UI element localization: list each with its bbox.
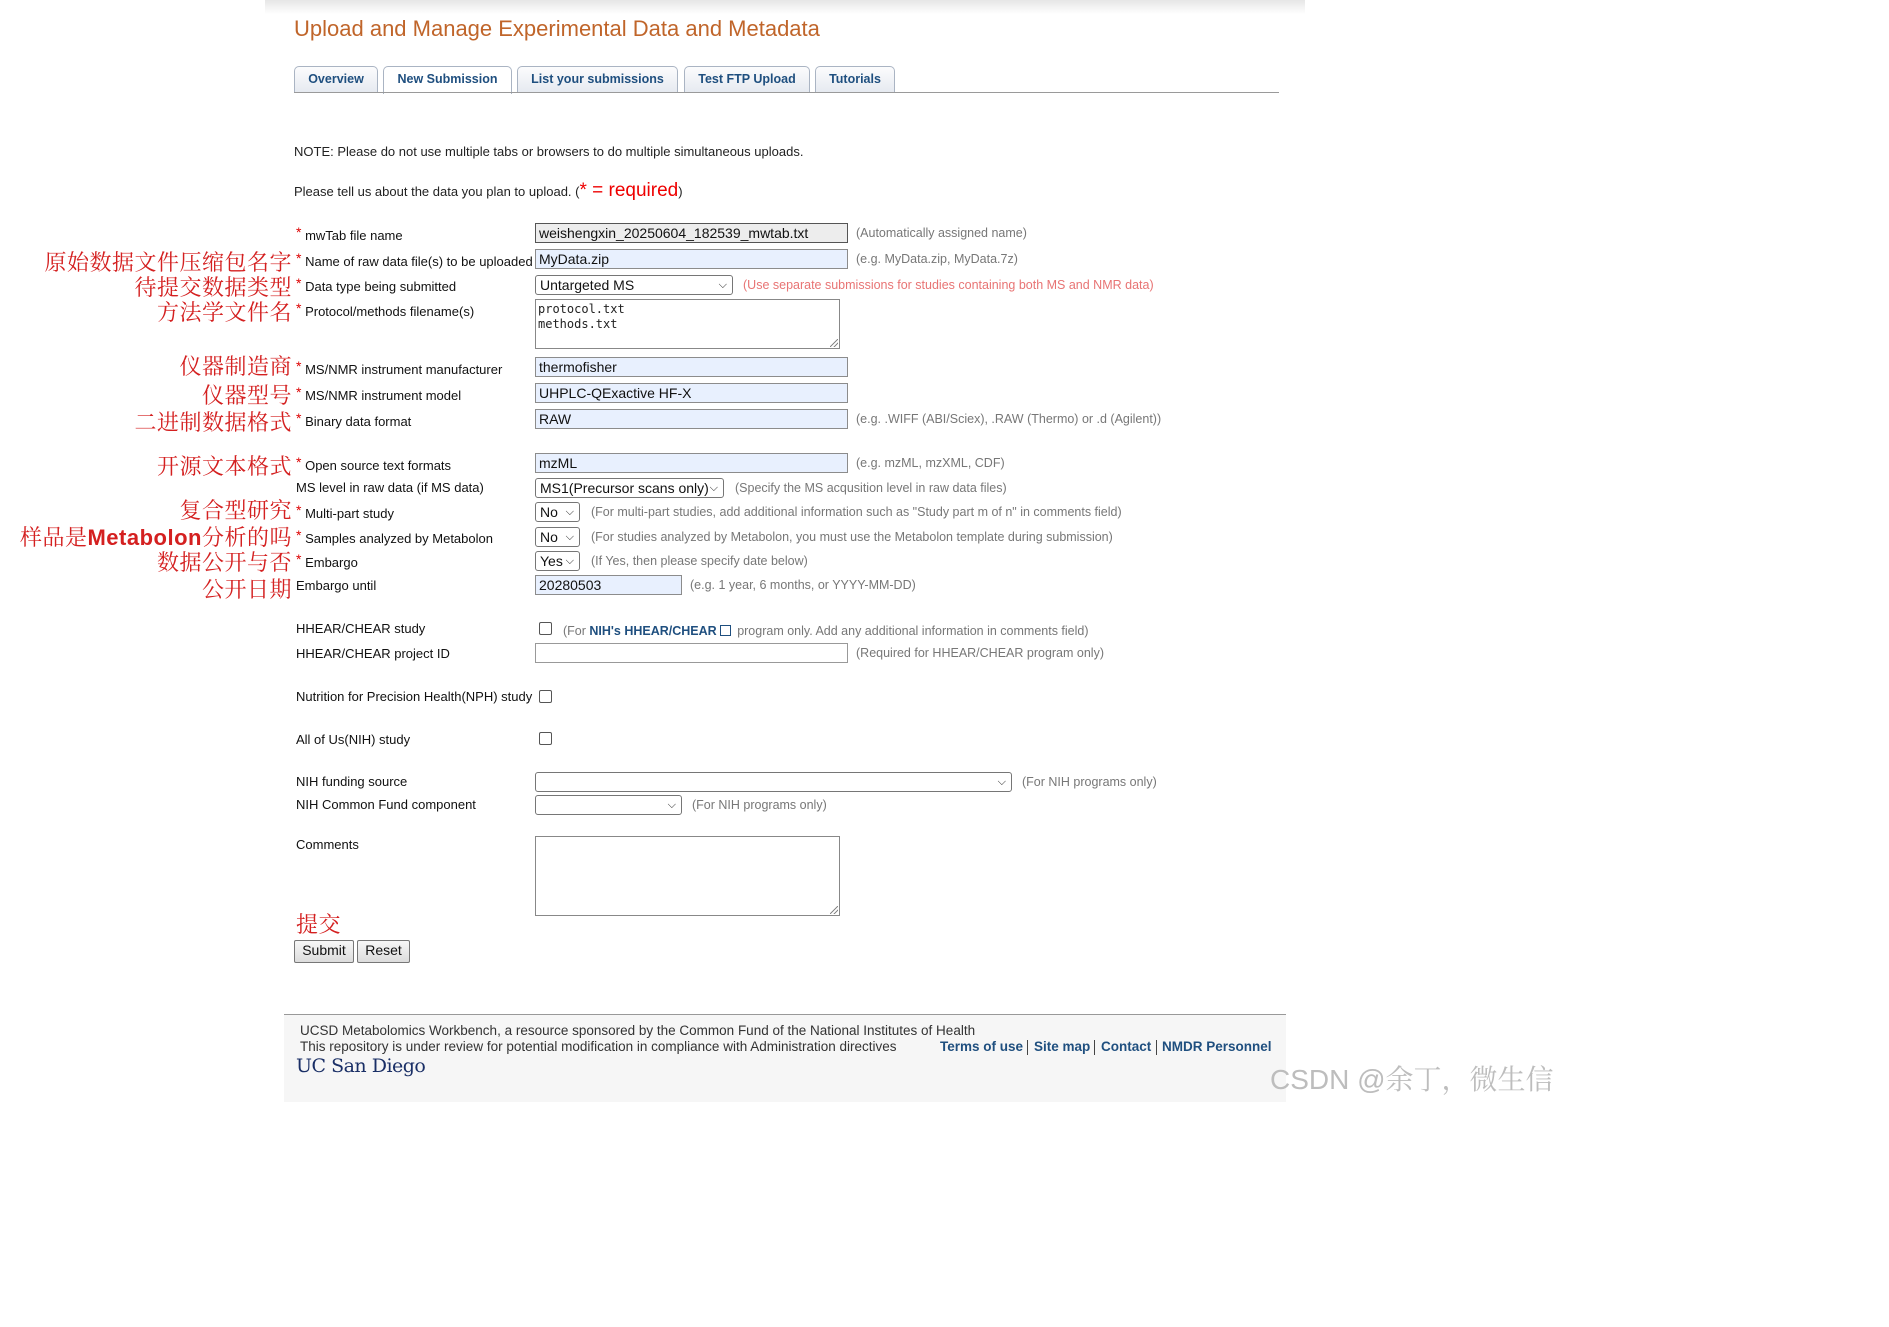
protocol-filenames-textarea[interactable]	[535, 299, 840, 349]
datatype-hint: (Use separate submissions for studies containing both MS and NMR data)	[743, 278, 1154, 292]
hhear-link[interactable]: NIH's HHEAR/CHEAR	[589, 624, 717, 638]
nih-common-select[interactable]	[535, 795, 682, 815]
opensource-label	[296, 454, 452, 473]
annotation-data-type: 待提交数据类型	[134, 276, 292, 301]
required-star: *	[296, 527, 302, 543]
datatype-label-text: Data type being submitted	[305, 279, 457, 294]
required-star: *	[296, 300, 302, 316]
embargo-until-hint: (e.g. 1 year, 6 months, or YYYY-MM-DD)	[690, 578, 916, 592]
chevron-down-icon: ⌵	[667, 799, 676, 811]
annotation-metabolon-pre: 样品是	[19, 526, 88, 551]
annotation-submit: 提交	[296, 913, 342, 938]
footer-link-personnel[interactable]: NMDR Personnel	[1162, 1039, 1272, 1054]
footer-separator	[1094, 1040, 1095, 1055]
required-star: *	[296, 358, 302, 374]
tab-tutorials[interactable]: Tutorials	[815, 66, 895, 93]
rawfile-label-text: Name of raw data file(s) to be uploaded	[305, 254, 533, 269]
protocol-label-text: Protocol/methods filename(s)	[305, 304, 475, 319]
annotation-binary-format: 二进制数据格式	[134, 411, 292, 436]
model-input[interactable]: UHPLC-QExactive HF-X	[535, 383, 848, 403]
allofus-label: All of Us(NIH) study	[296, 732, 411, 747]
metabolon-hint: (For studies analyzed by Metabolon, you must use the Metabolon template during submission)	[591, 530, 1113, 544]
embargo-until-label: Embargo until	[296, 578, 377, 593]
nih-funding-label: NIH funding source	[296, 774, 408, 789]
allofus-checkbox[interactable]	[539, 732, 552, 745]
chevron-down-icon: ⌵	[565, 506, 574, 518]
metabolon-select[interactable]	[535, 527, 580, 547]
watermark: CSDN @余丁，微生信	[1270, 1064, 1554, 1095]
hhear-project-id-input[interactable]	[535, 643, 848, 663]
intro-label: Please tell us about the data you plan to upload. (	[294, 184, 580, 199]
metabolon-label	[296, 527, 493, 546]
multipart-select[interactable]	[535, 502, 580, 522]
opensource-hint: (e.g. mzML, mzXML, CDF)	[856, 456, 1005, 470]
protocol-line-2: methods.txt	[538, 317, 618, 331]
required-star: *	[296, 224, 302, 240]
required-star: *	[296, 410, 302, 426]
embargo-until-input[interactable]: 20280503	[535, 575, 682, 595]
annotation-metabolon-post: 分析的吗	[201, 526, 292, 551]
chevron-down-icon: ⌵	[709, 482, 718, 494]
annotation-multipart: 复合型研究	[179, 499, 292, 524]
embargo-label	[296, 551, 358, 570]
chevron-down-icon: ⌵	[565, 555, 574, 567]
annotation-embargo-date: 公开日期	[201, 578, 292, 603]
top-shade	[265, 0, 1305, 14]
metabolon-value: No	[540, 529, 558, 545]
annotation-open-format: 开源文本格式	[156, 455, 292, 480]
annotation-raw-file: 原始数据文件压缩包名字	[44, 251, 292, 276]
hhear-label: HHEAR/CHEAR study	[296, 621, 426, 636]
datatype-label	[296, 275, 457, 294]
annotation-metabolon-word: Metabolon	[87, 525, 202, 550]
reset-button[interactable]: Reset	[357, 940, 410, 963]
required-star: *	[296, 250, 302, 266]
binary-label	[296, 410, 412, 429]
hhear-checkbox[interactable]	[539, 622, 552, 635]
required-star: *	[296, 502, 302, 518]
binary-format-input[interactable]: RAW	[535, 409, 848, 429]
embargo-select[interactable]	[535, 551, 580, 571]
multipart-label	[296, 502, 394, 521]
required-star: *	[296, 275, 302, 291]
opensource-format-input[interactable]: mzML	[535, 453, 848, 473]
resize-grip-icon[interactable]	[830, 339, 838, 347]
embargo-label-text: Embargo	[305, 555, 358, 570]
footer-review-note: This repository is under review for potential modification in compliance with Administration directives	[300, 1039, 897, 1054]
required-legend: * = required	[579, 180, 679, 201]
nih-common-label: NIH Common Fund component	[296, 797, 476, 812]
mwtab-label	[296, 224, 403, 243]
hhear-hint	[563, 624, 1089, 638]
mslevel-hint: (Specify the MS acqusition level in raw data files)	[735, 481, 1007, 495]
mslevel-value: MS1(Precursor scans only)	[540, 480, 709, 496]
metabolon-label-text: Samples analyzed by Metabolon	[305, 531, 493, 546]
embargo-hint: (If Yes, then please specify date below)	[591, 554, 808, 568]
annotation-model: 仪器型号	[201, 384, 292, 409]
rawfile-label	[296, 250, 533, 269]
binary-label-text: Binary data format	[305, 414, 412, 429]
comments-textarea[interactable]	[535, 836, 840, 916]
footer-separator	[1027, 1040, 1028, 1055]
tab-list-submissions[interactable]: List your submissions	[517, 66, 678, 93]
protocol-label	[296, 300, 475, 319]
footer-link-sitemap[interactable]: Site map	[1034, 1039, 1091, 1054]
required-star: *	[296, 454, 302, 470]
ucsd-logo[interactable]: UC San Diego	[296, 1055, 426, 1077]
protocol-line-1: protocol.txt	[538, 302, 625, 316]
resize-grip-icon[interactable]	[830, 906, 838, 914]
model-label	[296, 384, 462, 403]
hhear-id-label: HHEAR/CHEAR project ID	[296, 646, 450, 661]
submit-button[interactable]: Submit	[294, 940, 354, 963]
required-star: *	[296, 551, 302, 567]
tab-test-ftp-upload[interactable]: Test FTP Upload	[684, 66, 810, 93]
multipart-hint: (For multi-part studies, add additional information such as "Study part m of n" in comments field)	[591, 505, 1122, 519]
nih-funding-hint: (For NIH programs only)	[1022, 775, 1157, 789]
annotation-methods-file: 方法学文件名	[156, 301, 292, 326]
upload-note: NOTE: Please do not use multiple tabs or browsers to do multiple simultaneous uploads.	[294, 144, 804, 159]
model-label-text: MS/NMR instrument model	[305, 388, 462, 403]
multipart-label-text: Multi-part study	[305, 506, 394, 521]
rawfile-hint: (e.g. MyData.zip, MyData.7z)	[856, 252, 1018, 266]
manufacturer-input[interactable]: thermofisher	[535, 357, 848, 377]
intro-text	[294, 180, 683, 202]
footer-sponsor: UCSD Metabolomics Workbench, a resource sponsored by the Common Fund of the National Institutes of Health	[300, 1023, 976, 1038]
mwtab-label-text: mwTab file name	[305, 228, 403, 243]
chevron-down-icon: ⌵	[718, 279, 727, 291]
datatype-select[interactable]	[535, 275, 733, 295]
footer-divider	[284, 1014, 1286, 1015]
chevron-down-icon: ⌵	[997, 776, 1006, 788]
nph-checkbox[interactable]	[539, 690, 552, 703]
rawfile-name-input[interactable]: MyData.zip	[535, 249, 848, 269]
datatype-value: Untargeted MS	[540, 277, 635, 293]
nph-label: Nutrition for Precision Health(NPH) study	[296, 689, 533, 704]
opensource-label-text: Open source text formats	[305, 458, 452, 473]
mslevel-select[interactable]	[535, 478, 724, 498]
nih-funding-select[interactable]	[535, 772, 1012, 792]
external-link-icon	[720, 625, 731, 636]
page-title: Upload and Manage Experimental Data and Metadata	[294, 16, 820, 41]
annotation-manufacturer: 仪器制造商	[179, 355, 292, 380]
chevron-down-icon: ⌵	[565, 531, 574, 543]
tab-underline	[294, 92, 1279, 93]
intro-close: )	[678, 184, 683, 199]
embargo-value: Yes	[540, 553, 563, 569]
comments-label: Comments	[296, 837, 359, 852]
mwtab-filename-field[interactable]: weishengxin_20250604_182539_mwtab.txt	[535, 223, 848, 243]
footer-separator	[1156, 1040, 1157, 1055]
footer-link-terms[interactable]: Terms of use	[940, 1039, 1024, 1054]
hhear-hint-pre: (For	[563, 624, 586, 638]
hhear-id-hint: (Required for HHEAR/CHEAR program only)	[856, 646, 1104, 660]
manufacturer-label	[296, 358, 503, 377]
mwtab-hint: (Automatically assigned name)	[856, 226, 1027, 240]
tab-new-submission[interactable]: New Submission	[383, 66, 512, 94]
nih-common-hint: (For NIH programs only)	[692, 798, 827, 812]
tab-overview[interactable]: Overview	[294, 66, 378, 93]
manufacturer-label-text: MS/NMR instrument manufacturer	[305, 362, 503, 377]
annotation-embargo: 数据公开与否	[156, 551, 292, 576]
binary-hint: (e.g. .WIFF (ABI/Sciex), .RAW (Thermo) or .d (Agilent))	[856, 412, 1162, 426]
required-star: *	[296, 384, 302, 400]
multipart-value: No	[540, 504, 558, 520]
mslevel-label: MS level in raw data (if MS data)	[296, 480, 484, 495]
footer-link-contact[interactable]: Contact	[1101, 1039, 1152, 1054]
hhear-hint-post: program only. Add any additional information in comments field)	[737, 624, 1089, 638]
